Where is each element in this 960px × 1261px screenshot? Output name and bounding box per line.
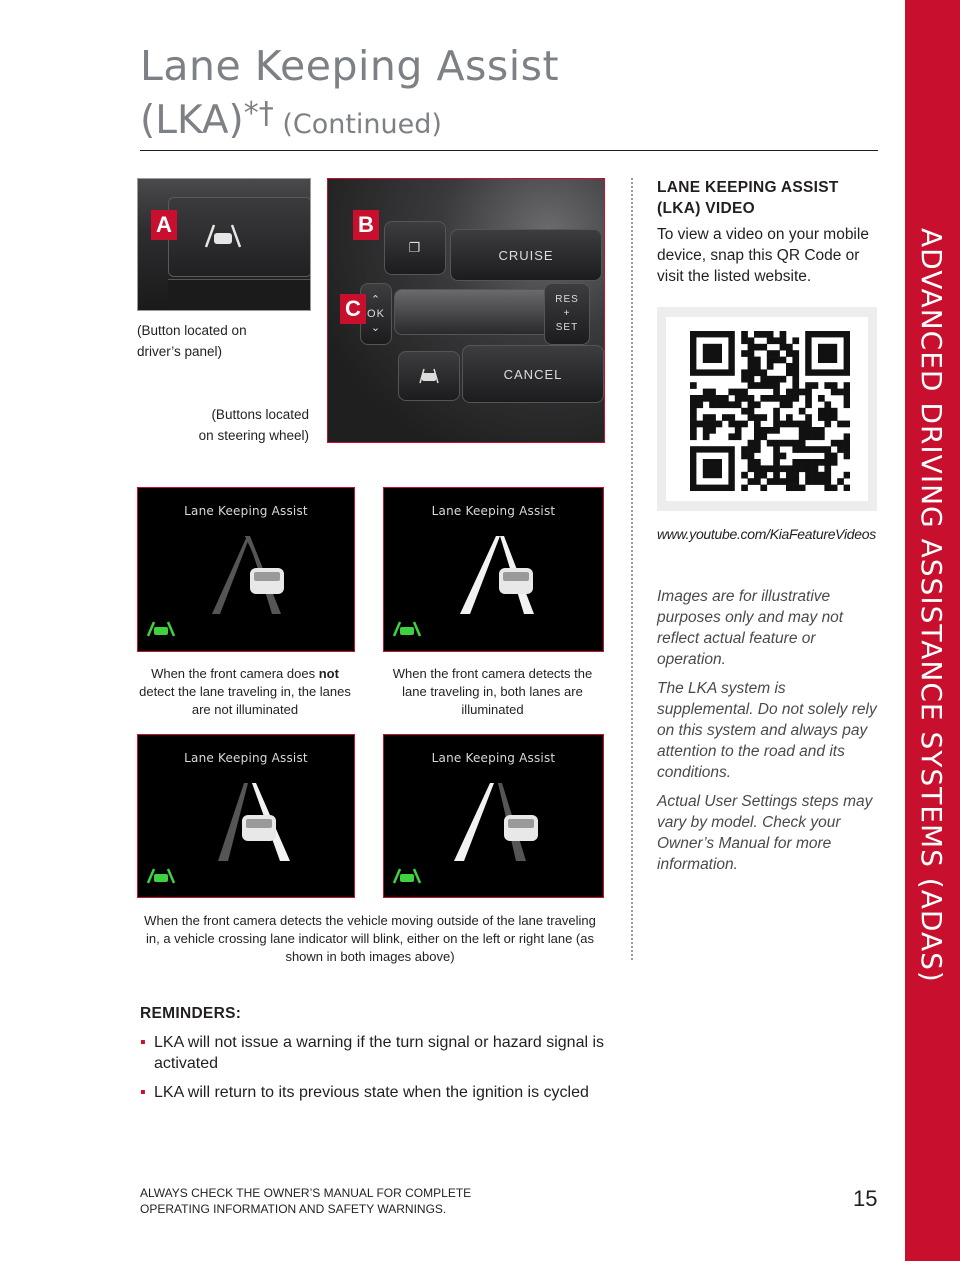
note-user-settings: Actual User Settings steps may vary by model. Check your Owner’s Manual for more information.	[657, 793, 873, 873]
note-supplemental: The LKA system is supplemental. Do not solely rely on this system and always pay attention to the road and its conditions.	[657, 680, 877, 781]
note-illustrative: Images are for illustrative purposes only and may not reflect actual feature or operation.	[657, 588, 844, 668]
video-heading: LANE KEEPING ASSIST (LKA) VIDEO	[657, 179, 839, 217]
lka-wheel-icon	[418, 368, 440, 384]
driver-panel-photo	[137, 178, 311, 311]
reminders-heading: REMINDERS:	[140, 1005, 242, 1022]
wheel-cruise-button: CRUISE	[450, 229, 602, 281]
wheel-lka-button	[398, 351, 460, 401]
cluster-screen-right-crossing	[383, 734, 604, 898]
title-rule	[140, 150, 878, 151]
lka-indicator-icon	[394, 869, 420, 883]
cluster-screen-no-lanes	[137, 487, 355, 652]
screen-label: Lane Keeping Assist	[431, 751, 556, 765]
section-sidebar	[905, 0, 960, 1261]
sidebar-label: ADVANCED DRIVING ASSISTANCE SYSTEMS (ADAS)	[915, 228, 948, 983]
wheel-cancel-button: CANCEL	[462, 345, 604, 403]
wheel-mode-button: ❐	[384, 221, 446, 275]
qr-code-panel	[657, 307, 877, 511]
wheel-ok-button: ⌃ OK ⌄	[360, 283, 392, 345]
qr-code[interactable]	[690, 331, 850, 491]
caption-both-lanes: When the front camera detects the lane traveling in, both lanes are illuminated	[392, 666, 593, 717]
reminders-list	[140, 1032, 610, 1111]
page-subtitle	[140, 92, 442, 143]
car-icon	[242, 815, 276, 841]
footer-warning: ALWAYS CHECK THE OWNER’S MANUAL FOR COMPLETE OPERATING INFORMATION AND SAFETY WARNINGS.	[140, 1186, 472, 1216]
video-url-link[interactable]: www.youtube.com/KiaFeatureVideos	[657, 526, 876, 542]
title-acronym: (LKA)	[140, 98, 244, 143]
wheel-res-set-button: RES + SET	[544, 283, 590, 345]
cluster-screen-both-lanes	[383, 487, 604, 652]
caption-no-lanes: When the front camera does not detect the lane traveling in, the lanes are not illuminated	[139, 666, 351, 717]
list-item: ▪ LKA will return to its previous state when the ignition is cycled	[140, 1084, 589, 1101]
caption-steering-wheel: (Buttons located on steering wheel)	[198, 407, 309, 443]
list-item: ▪ LKA will not issue a warning if the turn signal or hazard signal is activated	[140, 1034, 605, 1072]
lka-indicator-icon	[148, 869, 174, 883]
badge-b: B	[353, 210, 379, 240]
screen-label: Lane Keeping Assist	[431, 504, 556, 518]
badge-c: C	[340, 294, 366, 324]
lka-indicator-icon	[394, 622, 420, 636]
column-divider	[631, 178, 633, 960]
video-body: To view a video on your mobile device, snap this QR Code or visit the listed website.	[657, 226, 869, 285]
lka-button-icon	[198, 221, 248, 251]
caption-driver-panel: (Button located on driver’s panel)	[137, 323, 247, 359]
car-icon	[499, 568, 533, 594]
car-icon	[504, 815, 538, 841]
title-symbols: *†	[243, 96, 274, 131]
badge-a: A	[151, 210, 177, 240]
cluster-screen-left-crossing	[137, 734, 355, 898]
lka-indicator-icon	[148, 622, 174, 636]
page-title: Lane Keeping Assist	[140, 42, 560, 90]
title-continued: (Continued)	[273, 109, 442, 140]
screen-label: Lane Keeping Assist	[184, 751, 308, 765]
caption-lane-crossing: When the front camera detects the vehicle moving outside of the lane traveling in, a vehicle crossing lane indicator will blink, either on the left or right lane (as shown in both images above)	[144, 913, 596, 964]
screen-label: Lane Keeping Assist	[184, 504, 308, 518]
page-number: 15	[853, 1186, 878, 1211]
car-icon	[250, 568, 284, 594]
